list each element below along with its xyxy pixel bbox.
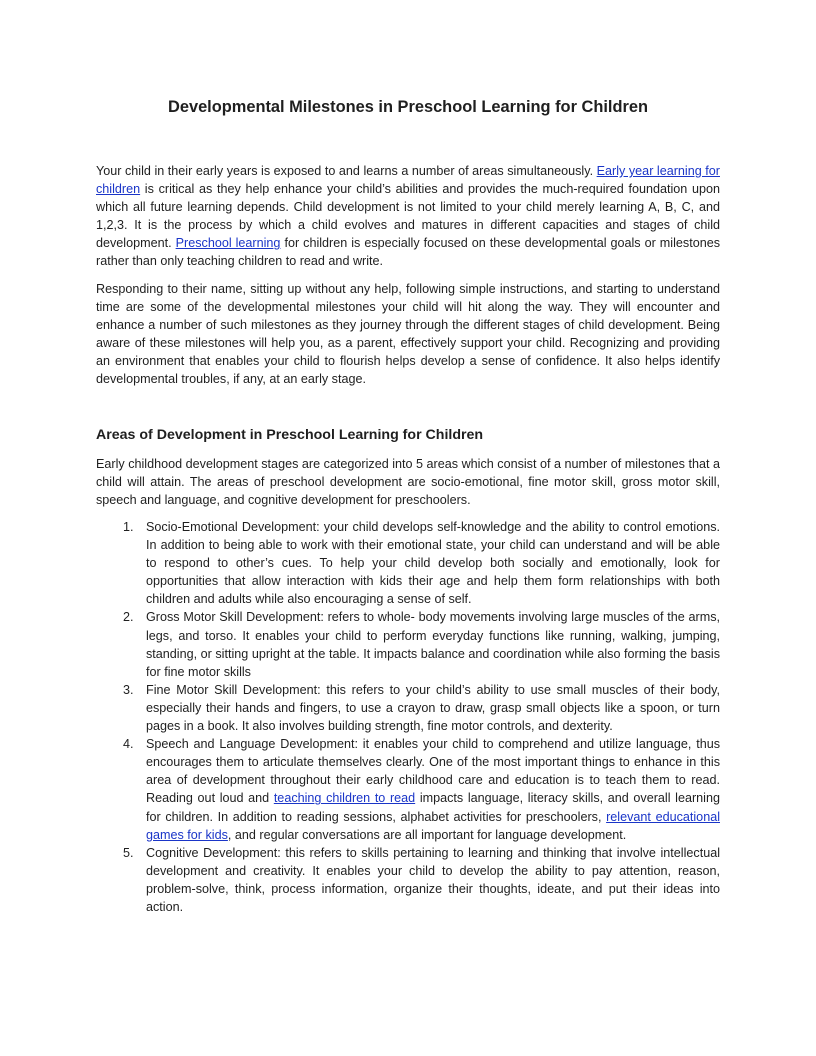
page-title: Developmental Milestones in Preschool Learning for Children (168, 98, 648, 116)
list-item-number: 5. (123, 845, 134, 860)
list-item-number: 1. (123, 520, 134, 534)
list-item (96, 608, 720, 680)
section-heading: Areas of Development in Preschool Learning for Children (96, 427, 484, 443)
list-item-text (146, 737, 720, 841)
list-item (96, 844, 720, 916)
list-item-text-part: impacts language, literacy skills, and overall learning for children. In addition to reading sessions, alphabet activities for preschoolers, (146, 791, 720, 824)
development-areas-list (96, 518, 720, 916)
list-item (96, 735, 720, 844)
list-item-text: Cognitive Development: this refers to skills pertaining to learning and thinking that involve intellectual development and creativity. It enables your child to develop the ability to pay attention, reason, problem-solve, think, process information, organize their thoughts, ideate, and put their ideas into action. (146, 845, 720, 914)
list-item-text: Gross Motor Skill Development: refers to whole- body movements involving large muscles of the arms, legs, and torso. It enables your child to perform everyday functions like running, walking, jumping, standing, or sitting upright at the table. It impacts balance and coordination while also forming the basis for fine motor skills (146, 610, 720, 679)
list-item-number: 4. (123, 737, 134, 752)
list-item-number: 3. (123, 682, 134, 697)
list-item-number: 2. (123, 610, 134, 625)
list-item-text-part: Speech and Language Development: it enables your child to comprehend and utilize language, thus encourages them to articulate themselves clearly. One of the most important things to enhance in this area of development throughout their early childhood care and education is to teach them to read. Reading out loud and (146, 737, 720, 806)
intro-paragraph-1 (96, 162, 720, 271)
section-intro-paragraph: Early childhood development stages are categorized into 5 areas which consist of a number of milestones that a child will attain. The areas of preschool development are socio-emotional, fine motor skill, gross motor skill, speech and language, and cognitive development for preschoolers. (96, 457, 720, 508)
list-item (96, 681, 720, 735)
list-item-text: Socio-Emotional Development: your child develops self-knowledge and the ability to control emotions. In addition to being able to work with their emotional state, your child can understand and will be able to respond to other’s cues. To help your child develop both socially and emotionally, look for opportunities that allow interaction with kids their age and help them form relationships with both children and adults while also encouraging a sense of self. (146, 520, 720, 607)
intro-paragraph-2: Responding to their name, sitting up without any help, following simple instructions, and starting to understand time are some of the developmental milestones your child will hit along the way. They will encounter and enhance a number of such milestones as they journey through the different stages of child development. Being aware of these milestones will help you, as a parent, effectively support your child. Recognizing and providing an environment that enables your child to flourish helps develop a sense of confidence. It also helps identify developmental troubles, if any, at an early stage. (96, 282, 720, 387)
intro-text-1: Your child in their early years is exposed to and learns a number of areas simultaneously. (96, 164, 597, 178)
early-year-learning-link[interactable]: Early year learning for children (96, 164, 720, 197)
list-item-text: Fine Motor Skill Development: this refers to your child’s ability to use small muscles of their body, especially their hands and fingers, to use a crayon to draw, grasp small objects like a spoon, or turn pages in a book. It also involves building strength, fine motor controls, and dexterity. (146, 682, 720, 734)
list-item-text-part: , and regular conversations are all important for language development. (227, 827, 627, 842)
list-item (96, 518, 720, 608)
intro-text-3: for children is especially focused on these developmental goals or milestones rather than only teaching children to read and write. (96, 236, 721, 269)
teaching-children-to-read-link[interactable]: teaching children to read (273, 791, 416, 806)
preschool-learning-link[interactable]: Preschool learning (175, 236, 281, 251)
intro-text-2: is critical as they help enhance your child’s abilities and provides the much-required foundation upon which all future learning depends. Child development is not limited to your child merely learning A, B, C, and 1,2,3. It is the process by which a child evolves and matures in different capacities and stages of child development. (96, 182, 720, 251)
educational-games-link[interactable]: relevant educational games for kids (146, 809, 720, 842)
